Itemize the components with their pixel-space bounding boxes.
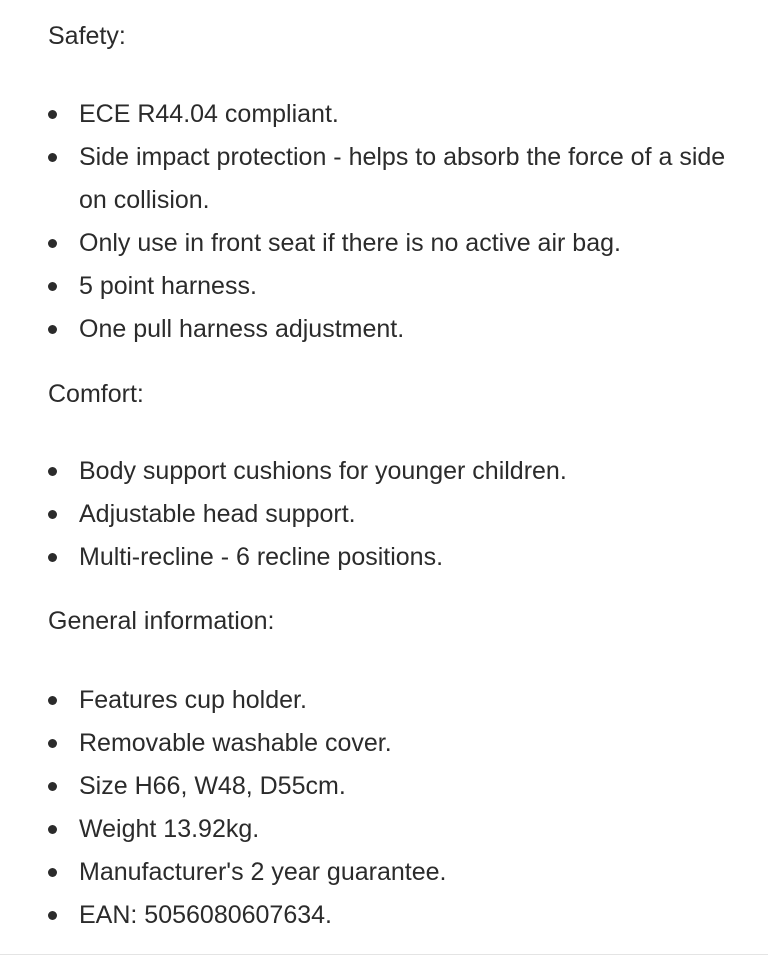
bullet-icon bbox=[48, 739, 57, 748]
section-heading-general-information: General information: bbox=[48, 607, 275, 635]
list-item bbox=[48, 493, 738, 536]
bullet-icon bbox=[48, 325, 57, 334]
list-item bbox=[48, 450, 738, 493]
list-item-text: ECE R44.04 compliant. bbox=[79, 100, 339, 128]
list-item bbox=[48, 894, 738, 937]
section-heading-safety: Safety: bbox=[48, 22, 126, 50]
bullet-icon bbox=[48, 467, 57, 476]
list-item-text: Manufacturer's 2 year guarantee. bbox=[79, 858, 447, 886]
bullet-icon bbox=[48, 239, 57, 248]
list-item bbox=[48, 808, 738, 851]
list-item bbox=[48, 851, 738, 894]
bullet-icon bbox=[48, 510, 57, 519]
list-item-text: Multi-recline - 6 recline positions. bbox=[79, 543, 444, 571]
list-item bbox=[48, 722, 738, 765]
bullet-icon bbox=[48, 696, 57, 705]
bullet-icon bbox=[48, 911, 57, 920]
list-item bbox=[48, 536, 738, 579]
list-item bbox=[48, 222, 738, 265]
bullet-icon bbox=[48, 868, 57, 877]
section-heading-comfort: Comfort: bbox=[48, 380, 144, 408]
general-information-list bbox=[48, 679, 738, 937]
list-item-text: Adjustable head support. bbox=[79, 500, 356, 528]
bottom-divider bbox=[0, 954, 768, 955]
list-item-text: Body support cushions for younger children. bbox=[79, 457, 567, 485]
list-item-text: Size H66, W48, D55cm. bbox=[79, 772, 346, 800]
comfort-list bbox=[48, 450, 738, 579]
list-item-text: Removable washable cover. bbox=[79, 729, 392, 757]
list-item-text: Weight 13.92kg. bbox=[79, 815, 260, 843]
list-item bbox=[48, 308, 738, 351]
bullet-icon bbox=[48, 153, 57, 162]
product-description bbox=[48, 18, 738, 937]
list-item-text: One pull harness adjustment. bbox=[79, 315, 405, 343]
list-item-text: Features cup holder. bbox=[79, 686, 307, 714]
list-item-text: EAN: 5056080607634. bbox=[79, 901, 332, 929]
list-item bbox=[48, 136, 738, 222]
bullet-icon bbox=[48, 282, 57, 291]
safety-list bbox=[48, 93, 738, 351]
list-item bbox=[48, 679, 738, 722]
list-item-text: Side impact protection - helps to absorb the force of a side on collision. bbox=[79, 143, 726, 214]
list-item bbox=[48, 265, 738, 308]
bullet-icon bbox=[48, 825, 57, 834]
bullet-icon bbox=[48, 110, 57, 119]
list-item-text: Only use in front seat if there is no active air bag. bbox=[79, 229, 621, 257]
bullet-icon bbox=[48, 553, 57, 562]
list-item bbox=[48, 93, 738, 136]
bullet-icon bbox=[48, 782, 57, 791]
list-item-text: 5 point harness. bbox=[79, 272, 257, 300]
list-item bbox=[48, 765, 738, 808]
